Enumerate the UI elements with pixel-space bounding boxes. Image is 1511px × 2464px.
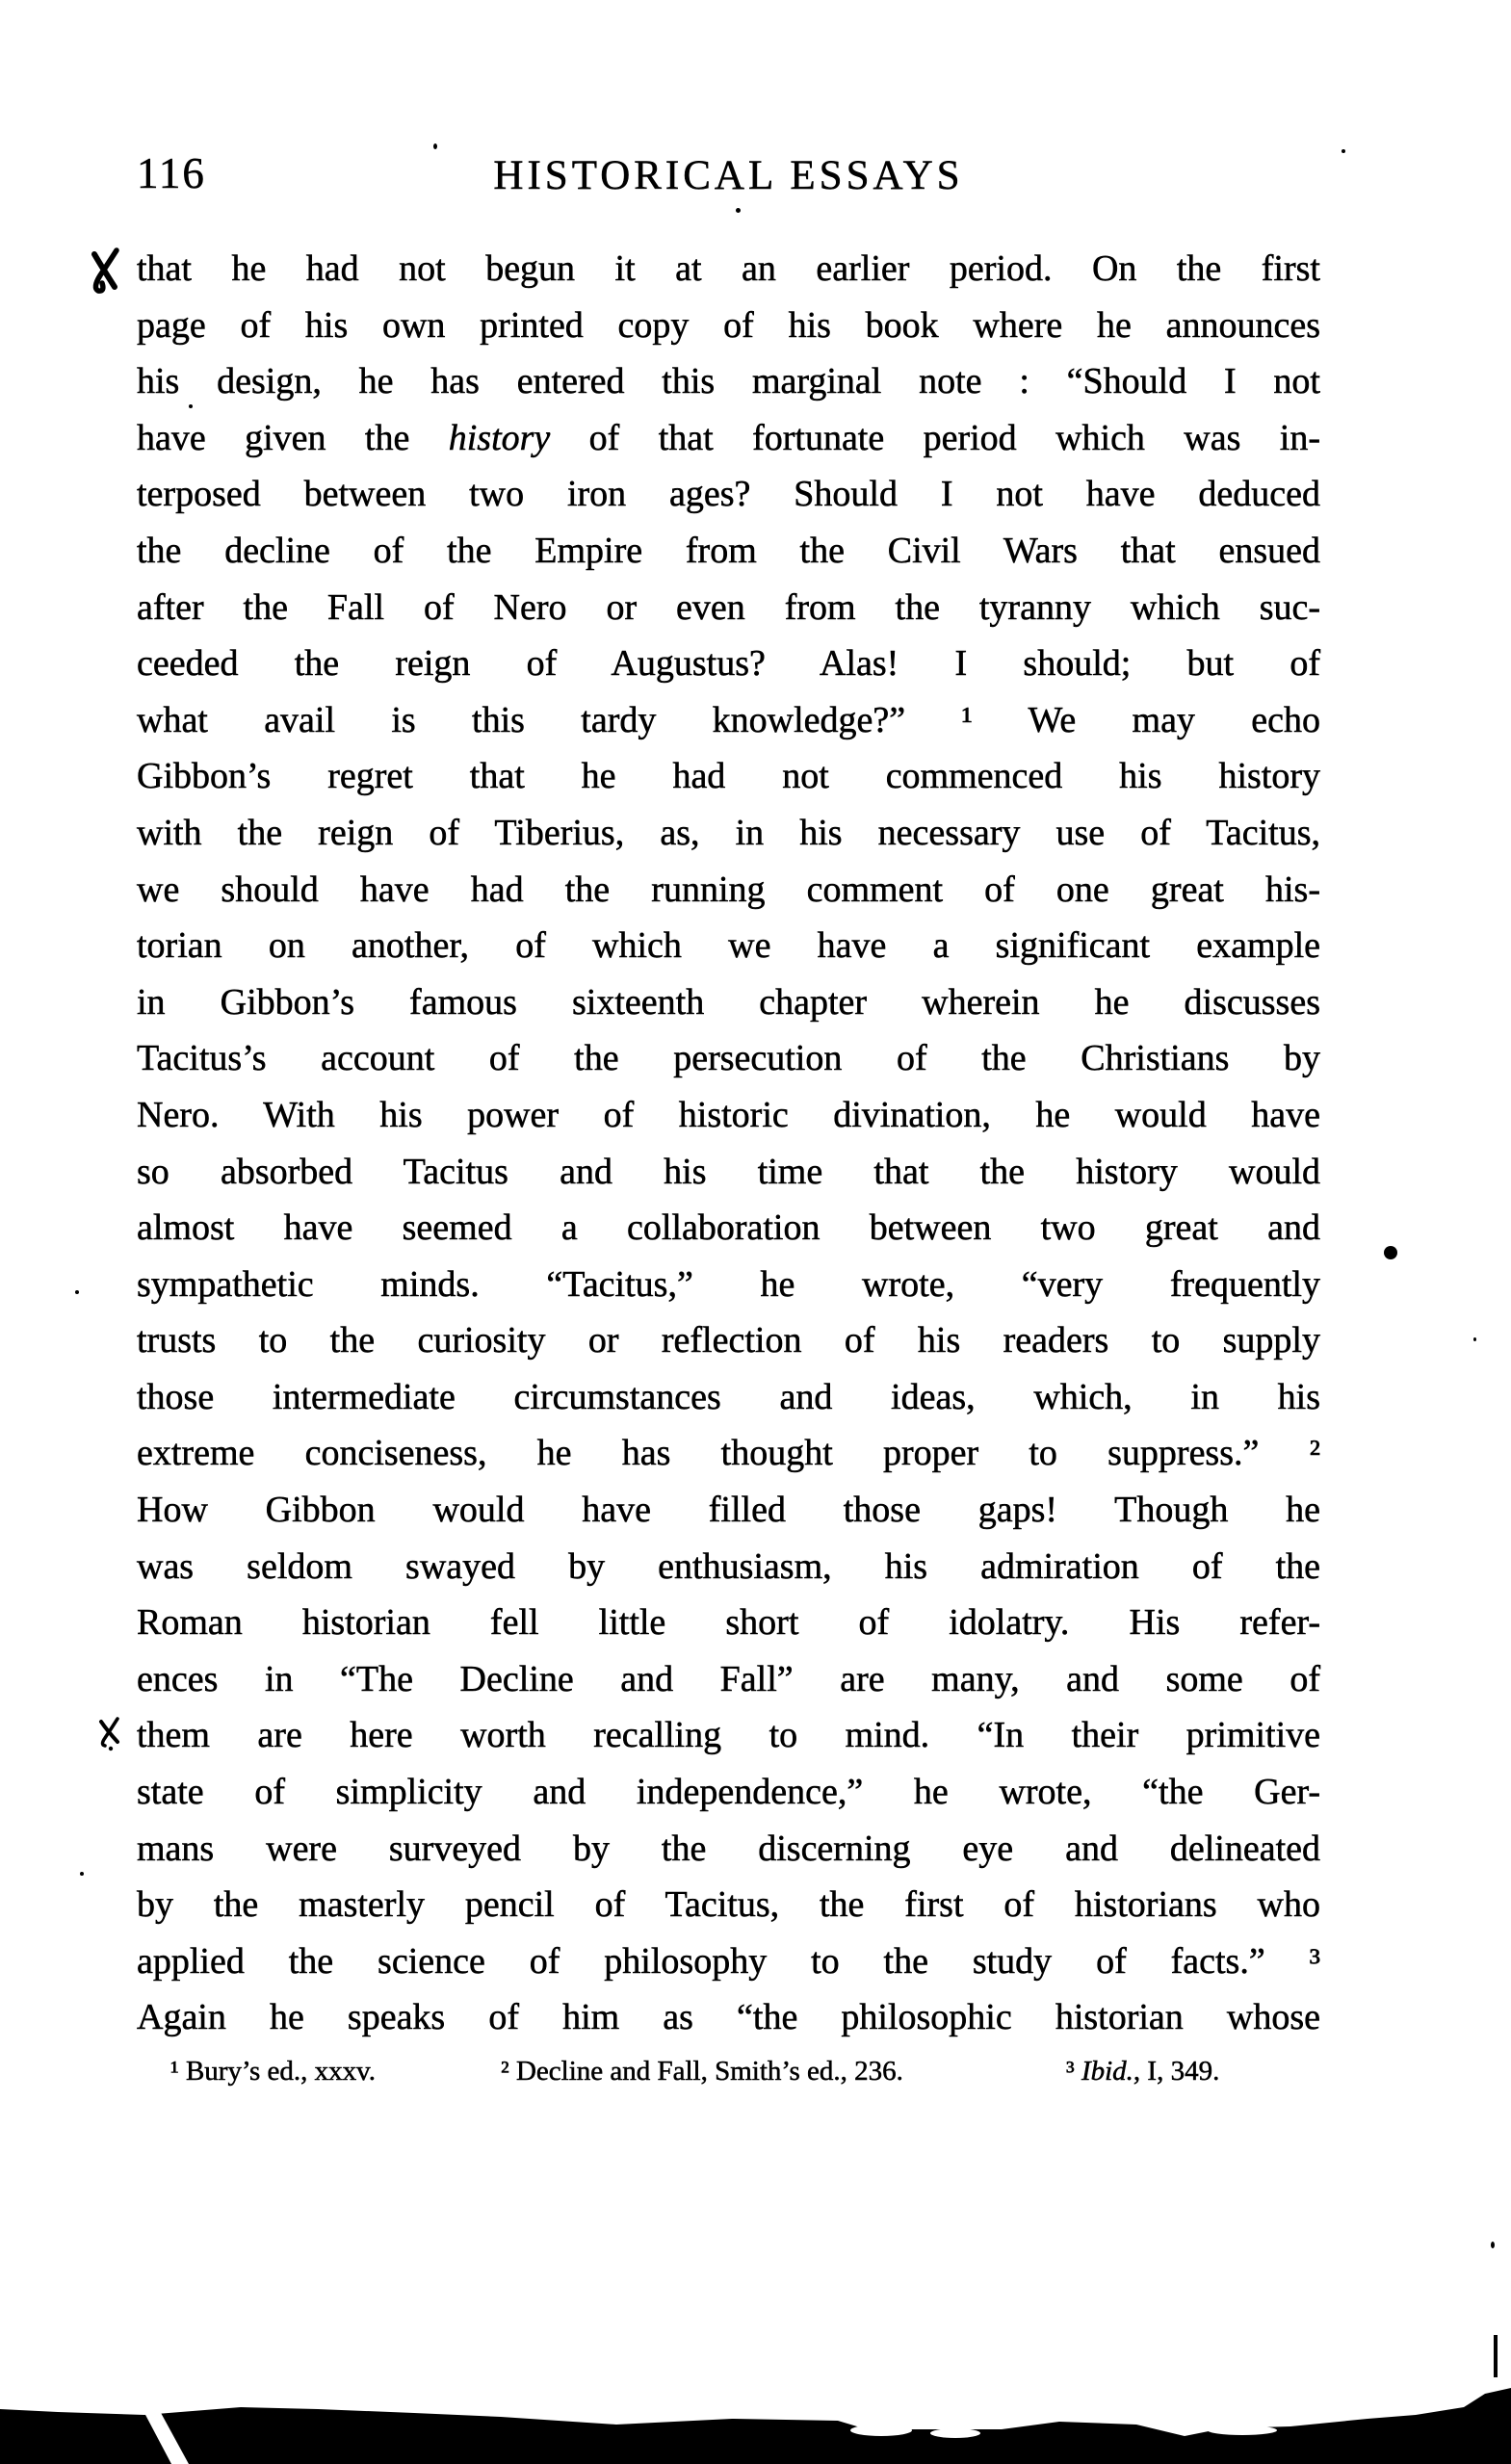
scan-artifact-bar (0, 2369, 1511, 2464)
text-line: after the Fall of Nero or even from the tyranny which suc- (137, 586, 1320, 628)
running-title: HISTORICAL ESSAYS (493, 153, 964, 198)
scan-speck (75, 1290, 79, 1294)
text-line: so absorbed Tacitus and his time that the history would (137, 1151, 1320, 1192)
text-line: those intermediate circumstances and ideas, which, in his (137, 1376, 1320, 1417)
text-line: Nero. With his power of historic divination, he would have (137, 1094, 1320, 1135)
text-line: How Gibbon would have filled those gaps! Though he (137, 1490, 1320, 1531)
text-line: his design, he has entered this marginal note : “Should I not (137, 361, 1320, 402)
text-line: applied the science of philosophy to the study of facts.” ³ (137, 1940, 1320, 1982)
text-line: we should have had the running comment of one great his- (137, 869, 1320, 910)
text-line: Roman historian fell little short of idolatry. His refer- (137, 1602, 1320, 1644)
scan-speck (433, 143, 437, 149)
footnote-2: ² Decline and Fall, Smith’s ed., 236. (501, 2056, 903, 2087)
scan-speck (189, 404, 193, 408)
page-number: 116 (137, 149, 206, 197)
text-line: Again he speaks of him as “the philosophic historian whose (137, 1997, 1320, 2038)
scan-speck (80, 1872, 84, 1876)
handwritten-x-mark-icon (96, 1712, 123, 1752)
text-line: with the reign of Tiberius, as, in his necessary use of Tacitus, (137, 812, 1320, 853)
scan-speck (1473, 1337, 1476, 1341)
text-line: in Gibbon’s famous sixteenth chapter wherein he discusses (137, 981, 1320, 1023)
ink-dot (1384, 1246, 1397, 1259)
text-line: almost have seemed a collaboration between two great and (137, 1207, 1320, 1249)
text-line: sympathetic minds. “Tacitus,” he wrote, “very frequently (137, 1263, 1320, 1305)
text-line: page of his own printed copy of his book where he announces (137, 304, 1320, 346)
text-line: state of simplicity and independence,” he wrote, “the Ger- (137, 1772, 1320, 1813)
text-line: trusts to the curiosity or reflection of his readers to supply (137, 1320, 1320, 1362)
body-text (137, 241, 1320, 2046)
footnote-1: ¹ Bury’s ed., xxxv. (170, 2056, 377, 2087)
footnote-3: ³ Ibid., I, 349. (1066, 2056, 1220, 2087)
text-line: Tacitus’s account of the persecution of the Christians by (137, 1038, 1320, 1079)
text-line: was seldom swayed by enthusiasm, his admiration of the (137, 1545, 1320, 1587)
handwritten-x-mark-icon (89, 245, 121, 295)
text-line: have given the history of that fortunate period which was in- (137, 417, 1320, 458)
scan-speck (1342, 149, 1345, 153)
text-line: Gibbon’s regret that he had not commenced his history (137, 756, 1320, 797)
footnotes (137, 2053, 1320, 2106)
text-line: that he had not begun it at an earlier period. On the first (137, 248, 1320, 289)
scan-speck (736, 208, 741, 213)
text-line: terposed between two iron ages? Should I not have deduced (137, 474, 1320, 515)
text-line: mans were surveyed by the discerning eye and delineated (137, 1828, 1320, 1869)
text-line: by the masterly pencil of Tacitus, the first of historians who (137, 1884, 1320, 1926)
text-line: what avail is this tardy knowledge?” ¹ We may echo (137, 699, 1320, 740)
text-line: ceeded the reign of Augustus? Alas! I should; but of (137, 643, 1320, 685)
text-line: ences in “The Decline and Fall” are many, and some of (137, 1658, 1320, 1699)
text-line: torian on another, of which we have a significant example (137, 925, 1320, 967)
text-line: extreme conciseness, he has thought proper to suppress.” ² (137, 1433, 1320, 1474)
text-line: the decline of the Empire from the Civil Wars that ensued (137, 530, 1320, 571)
scan-speck (1491, 2242, 1495, 2248)
text-line: them are here worth recalling to mind. “In their primitive (137, 1715, 1320, 1756)
